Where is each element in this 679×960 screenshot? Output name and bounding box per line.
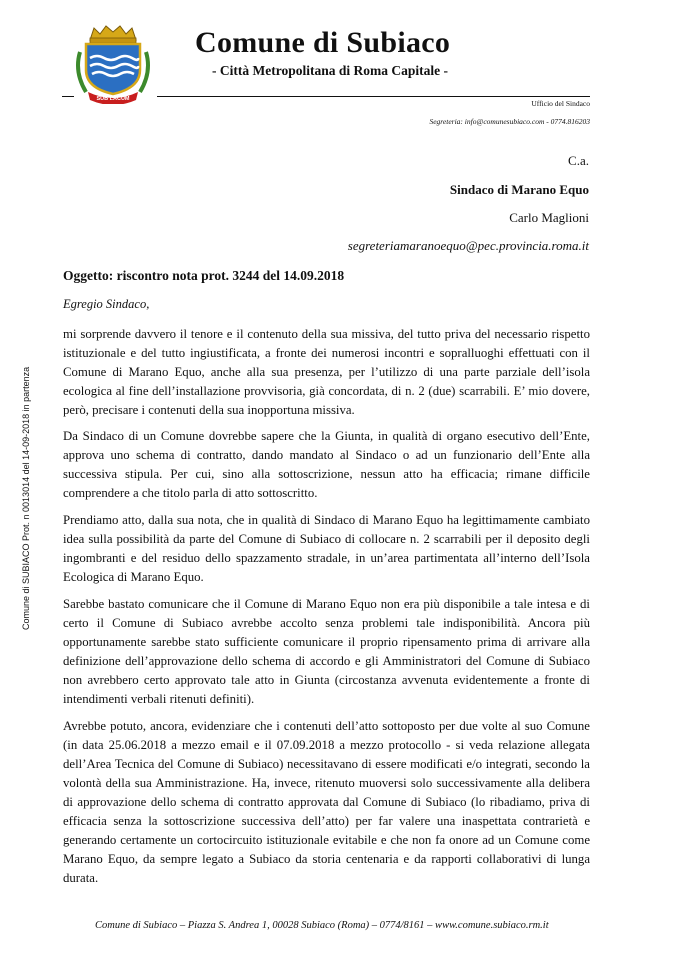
letter-footer: Comune di Subiaco – Piazza S. Andrea 1, 00028 Subiaco (Roma) – 0774/8161 – www.comune.subiaco.rm.it xyxy=(95,920,549,931)
municipal-crest-logo xyxy=(72,22,154,104)
header-rule xyxy=(157,96,590,97)
header-rule-left xyxy=(62,96,74,97)
municipality-subtitle: - Città Metropolitana di Roma Capitale - xyxy=(212,63,448,78)
recipient-email: segreteriamaranoequo@pec.provincia.roma.it xyxy=(347,238,589,253)
crest-motto: SUB LACUM xyxy=(96,96,130,102)
body-paragraph: Da Sindaco di un Comune dovrebbe sapere che la Giunta, in qualità di organo esecutivo dell’Ente, approva uno schema di contratto, dando mandato al Sindaco o ad un funzionario dell’Ente alla successiva stipula. Per cui, sino alla sottoscrizione, nessun atto ha efficacia; rimane difficile comprendere a che titolo parla di atto sottoscritto. xyxy=(63,429,590,500)
greeting: Egregio Sindaco, xyxy=(63,297,150,311)
office-label: Ufficio del Sindaco xyxy=(531,99,590,108)
body-paragraph: Avrebbe potuto, ancora, evidenziare che i contenuti dell’atto sottoposto per due volte al suo Comune (in data 25.06.2018 a mezzo email e il 07.09.2018 a mezzo protocollo - si veda relazione allegata dell’Area Tecnica del Comune di Subiaco) necessitavano di essere modificati e/o integrati, secondo la volontà della sua Amministrazione. Ha, invece, ritenuto muoversi solo successivamente alla delibera di approvazione dello schema di contratto approvata dal Comune di Subiaco (lo ribadiamo, priva di efficacia senza la sottoscrizione successiva dell’atto) per far valere una inaspettata contrarietà e generando certamente un cortocircuito istituzionale evitabile e che non fa onore ad un Comune come Marano Equo, da sempre legato a Subiaco da storia centenaria e da rapporti collaborativi di lunga durata. xyxy=(63,719,590,885)
secretariat-contact: Segreteria: info@comunesubiaco.com - 0774.816203 xyxy=(429,117,590,126)
recipient-name: Carlo Maglioni xyxy=(509,210,589,225)
protocol-stamp: Comune di SUBIACO Prot. n 0013014 del 14-09-2018 in partenza xyxy=(21,366,31,630)
recipient-ca: C.a. xyxy=(568,153,589,168)
recipient-title: Sindaco di Marano Equo xyxy=(449,182,589,197)
body-paragraph: mi sorprende davvero il tenore e il contenuto della sua missiva, del tutto priva del necessario rispetto istituzionale e del tutto ingiustificata, a fronte dei numerosi incontri e sopralluoghi effettuati con il Comune di Marano Equo, anche alla sua presenza, per l’utilizzo di una parte parziale dell’isola ecologica al fine dell’installazione provvisoria, già concordata, di n. 2 (due) scarrabili. E’ mio dovere, però, precisare i contenuti della sua inopportuna missiva. xyxy=(63,327,590,417)
letter-subject: Oggetto: riscontro nota prot. 3244 del 14.09.2018 xyxy=(63,268,345,283)
crown-icon xyxy=(90,26,136,43)
body-paragraph: Prendiamo atto, dalla sua nota, che in qualità di Sindaco di Marano Equo ha legittimamente cambiato idea sulla possibilità da parte del Comune di Subiaco di collocare n. 2 scarrabili per il deposito degli ingombranti e del residuo dello spazzamento stradale, in un’area partimentata all’interno dell’Isola Ecologica di Marano Equo. xyxy=(63,513,590,584)
municipality-title: Comune di Subiaco xyxy=(195,26,451,59)
body-paragraph: Sarebbe bastato comunicare che il Comune di Marano Equo non era più disponibile a tale intesa e di certo il Comune di Subiaco avrebbe accolto senza problemi tale indisponibilità. Ancora più opportunamente sarebbe stato sufficiente comunicare il proprio ripensamento prima di arrivare alla definizione dell’approvazione dello schema di accordo e gli Amministratori del Comune di Subiaco non avrebbero certo approvato tale atto in Giunta (circostanza avvenuta evidentemente a fronte di intendimenti verbali ritenuti definiti). xyxy=(63,597,590,706)
